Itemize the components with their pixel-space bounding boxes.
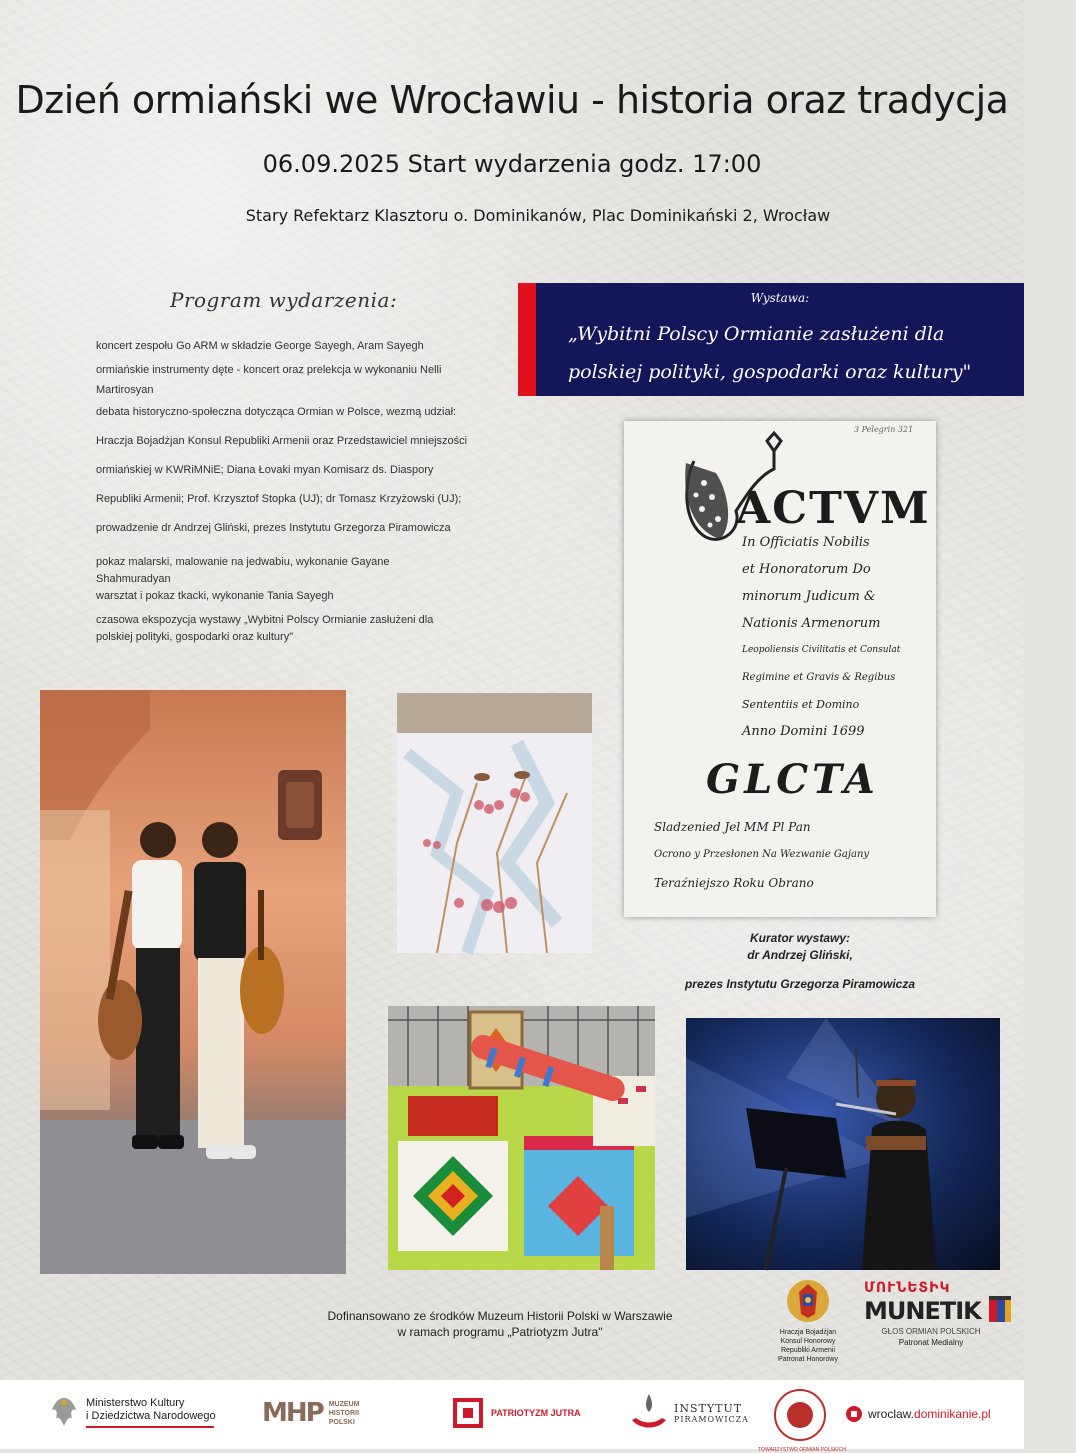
document-corner-note: 3 Pelegrin 321 <box>854 425 914 434</box>
weaving-illustration <box>388 1006 655 1270</box>
museum-line-3: POLSKI <box>328 1418 355 1426</box>
exhibition-title-line-1: „Wybitni Polscy Ormianie zasłużeni dla <box>568 323 945 345</box>
weaving-photo <box>388 1006 655 1270</box>
patriotyzm-text: PATRIOTYZM JUTRA <box>491 1408 581 1418</box>
document-big-letters: GLCTA <box>706 756 879 803</box>
silk-painting-photo <box>397 693 592 953</box>
curator-name: dr Andrzej Gliński, <box>747 948 853 962</box>
historical-document-photo <box>624 421 936 917</box>
program-line: Martirosyan <box>96 384 154 396</box>
museum-text <box>329 1400 360 1427</box>
program-line: Republiki Armenii; Prof. Krzysztof Stopka (UJ); dr Tomasz Krzyżowski (UJ); <box>96 493 462 505</box>
musicians-photo <box>40 690 346 1274</box>
program-line: Shahmuradyan <box>96 573 171 585</box>
ministry-underline <box>86 1426 214 1428</box>
towarzystwo-ormian-logo <box>758 1389 846 1453</box>
dominikanie-icon <box>846 1406 862 1422</box>
munetik-brand: MUNETIK <box>864 1297 981 1325</box>
program-list <box>96 336 496 646</box>
program-line: polskiej polityki, gospodarki oraz kultury" <box>96 631 294 643</box>
flute-performer-illustration <box>686 1018 1000 1270</box>
program-line: Hraczja Bojadżjan Konsul Republiki Armenii oraz Przedstawiciel mniejszości <box>96 435 468 447</box>
towarzystwo-text: TOWARZYSTWO ORMIAN POLSKICH <box>758 1447 846 1453</box>
document-line: Anno Domini 1699 <box>742 724 865 739</box>
exhibition-banner <box>518 283 1024 396</box>
document-line: Regimine et Gravis & Regibus <box>742 672 896 683</box>
program-line: debata historyczno-społeczna dotycząca Ormian w Polsce, wezmą udział: <box>96 406 457 418</box>
honorary-patron-line: Hraczja Bojadżjan <box>779 1329 837 1336</box>
armenia-coat-of-arms-icon <box>785 1278 831 1324</box>
towarzystwo-emblem-icon <box>758 1389 846 1453</box>
exhibition-label: Wystawa: <box>750 291 810 305</box>
instytut-text <box>674 1402 749 1424</box>
page-title: Dzień ormiański we Wrocławiu - historia oraz tradycja <box>15 78 1009 122</box>
program-heading: Program wydarzenia: <box>170 288 398 312</box>
lamp-icon <box>628 1390 670 1436</box>
event-venue: Stary Refektarz Klasztoru o. Dominikanów, Plac Dominikański 2, Wrocław <box>245 206 831 225</box>
website-plain: wroclaw. <box>868 1407 915 1421</box>
instytut-line-1: INSTYTUT <box>674 1402 743 1415</box>
document-text-lower <box>654 813 924 897</box>
media-patron <box>864 1280 998 1347</box>
program-line: warsztat i pokaz tkacki, wykonanie Tania Sayegh <box>96 590 334 602</box>
exhibition-title-line-2: polskiej polityki, gospodarki oraz kultury" <box>568 361 972 383</box>
patriotyzm-jutra-logo <box>453 1398 581 1428</box>
funding-note <box>290 1308 710 1340</box>
museum-line-2: HISTORII <box>328 1409 359 1417</box>
honorary-patron-text <box>768 1328 848 1364</box>
silk-painting-illustration <box>397 693 592 953</box>
document-line: Sententiis et Domino <box>742 698 860 711</box>
munetik-brand-armenian: ՄՈՒՆԵՏԻԿ <box>864 1280 951 1296</box>
program-line: koncert zespołu Go ARM w składzie George Sayegh, Aram Sayegh <box>96 340 424 352</box>
program-line: ormiańskie instrumenty dęte - koncert oraz prelekcja w wykonaniu Nelli <box>96 364 442 376</box>
document-line: Ocrono y Przesłonen Na Wezwanie Gajany <box>654 849 870 860</box>
media-patron-caption: Patronat Medialny <box>898 1338 964 1347</box>
program-line: prowadzenie dr Andrzej Gliński, prezes Instytutu Grzegorza Piramowicza <box>96 522 451 534</box>
document-heading: ACTVM <box>736 483 931 534</box>
munetik-subtitle: GŁOS ORMIAN POLSKICH <box>881 1327 981 1336</box>
patriotyzm-square-icon <box>453 1398 483 1428</box>
ministry-line-2: i Dziedzictwa Narodowego <box>86 1409 216 1422</box>
instytut-line-2: PIRAMOWICZA <box>674 1415 749 1424</box>
flute-performer-photo <box>686 1018 1000 1270</box>
document-line: Sladzenied Jel MM Pl Pan <box>654 820 811 834</box>
website-link[interactable] <box>846 1406 991 1422</box>
polish-eagle-icon <box>48 1394 80 1430</box>
curator-role: prezes Instytutu Grzegorza Piramowicza <box>684 977 916 991</box>
sponsor-footer <box>0 1380 1024 1453</box>
document-line: In Officiatis Nobilis <box>742 535 870 550</box>
funding-line-1: Dofinansowano ze środków Muzeum Historii Polski w Warszawie <box>327 1309 673 1323</box>
museum-mark: MHP <box>262 1398 323 1428</box>
program-line: czasowa ekspozycja wystawy „Wybitni Polscy Ormianie zasłużeni dla <box>96 614 434 626</box>
exhibition-title <box>568 315 1008 391</box>
funding-line-2: w ramach programu „Patriotyzm Jutra" <box>397 1325 603 1339</box>
document-text <box>742 529 932 745</box>
program-line: ormiańskiej w KWRiMNiE; Diana Łovaki myan Komisarz ds. Diaspory <box>96 464 434 476</box>
honorary-patron-line: Patronat Honorowy <box>778 1356 838 1363</box>
document-line: et Honoratorum Do <box>742 562 871 577</box>
trumpet-flag-icon <box>987 1296 1013 1326</box>
honorary-patron <box>768 1278 848 1364</box>
museum-line-1: MUZEUM <box>328 1400 360 1408</box>
honorary-patron-line: Konsul Honorowy <box>780 1338 836 1345</box>
museum-logo <box>262 1398 359 1428</box>
musicians-illustration <box>40 690 346 1274</box>
honorary-patron-line: Republiki Armenii <box>780 1347 836 1354</box>
website-text[interactable] <box>868 1407 991 1421</box>
instytut-piramowicza-logo <box>628 1390 749 1436</box>
curator-info <box>640 930 960 993</box>
document-line: Teraźniejszo Roku Obrano <box>654 876 814 890</box>
document-line: Leopoliensis Civilitatis et Consulat <box>742 645 901 655</box>
ministry-line-1: Ministerstwo Kultury <box>86 1396 185 1409</box>
ministry-text <box>86 1397 216 1428</box>
website-accent: dominikanie.pl <box>914 1407 991 1421</box>
curator-label: Kurator wystawy: <box>749 931 851 945</box>
program-line: pokaz malarski, malowanie na jedwabiu, wykonanie Gayane <box>96 556 390 568</box>
event-date: 06.09.2025 Start wydarzenia godz. 17:00 <box>262 150 762 178</box>
document-line: minorum Judicum & <box>742 589 876 604</box>
ministry-logo <box>48 1394 216 1430</box>
document-line: Nationis Armenorum <box>742 616 881 631</box>
